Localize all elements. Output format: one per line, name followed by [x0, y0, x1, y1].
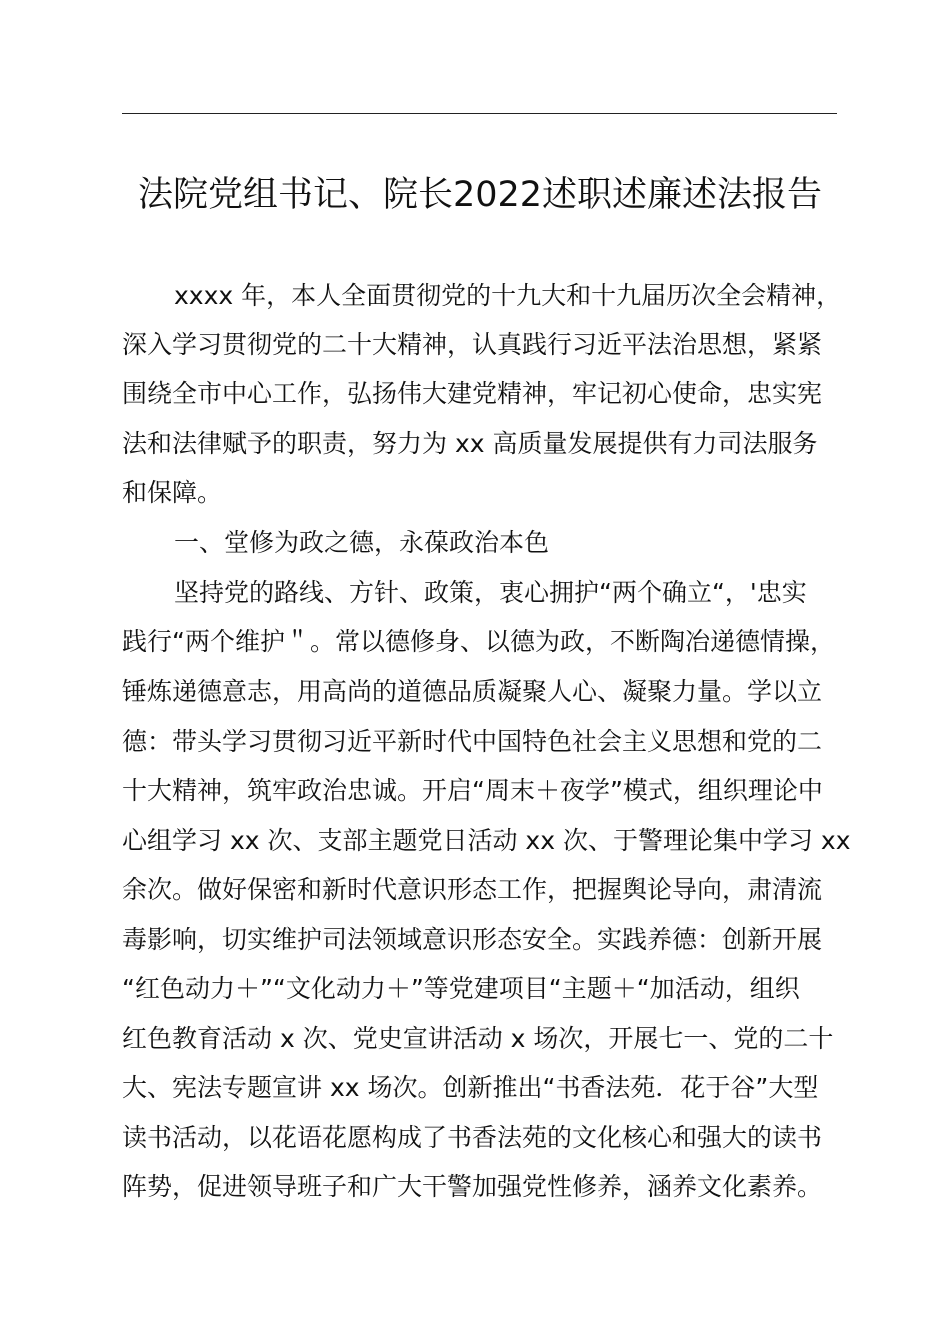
paragraph-2-line-9: “红色动力＋”“文化动力＋”等党建项目“主题＋“加活动，组织	[122, 974, 800, 1003]
paragraph-1-line-5: 和保障。	[122, 478, 223, 507]
header-rule	[122, 113, 837, 114]
paragraph-2-line-5: 十大精神，筑牢政治忠诚。开启“周末＋夜学”模式，组织理论中	[122, 776, 823, 805]
paragraph-1-line-3: 围绕全市中心工作，弘扬伟大建党精神，牢记初心使命，忠实宪	[122, 379, 823, 408]
section-heading-1: 一、堂修为政之德，永葆政治本色	[174, 528, 550, 557]
document-title: 法院党组书记、院长2022述职述廉述法报告	[137, 175, 823, 215]
paragraph-2-line-7: 余次。做好保密和新时代意识形态工作，把握舆论导向，肃清流	[122, 875, 823, 904]
paragraph-2-line-8: 毒影响，切实维护司法领域意识形态安全。实践养德：创新开展	[122, 925, 823, 954]
paragraph-1-line-1: xxxx 年，本人全面贯彻党的十九大和十九届历次全会精神，	[174, 281, 842, 310]
paragraph-2-line-6: 心组学习 xx 次、支部主题党日活动 xx 次、于警理论集中学习 xx	[122, 826, 851, 855]
paragraph-2-line-12: 读书活动，以花语花愿构成了书香法苑的文化核心和强大的读书	[122, 1123, 823, 1152]
paragraph-2-line-4: 德：带头学习贯彻习近平新时代中国特色社会主义思想和党的二	[122, 727, 823, 756]
paragraph-2-line-10: 红色教育活动 x 次、党史宣讲活动 x 场次，开展七一、党的二十	[122, 1024, 834, 1053]
paragraph-2-line-13: 阵势，促进领导班子和广大干警加强党性修养，涵养文化素养。	[122, 1172, 823, 1201]
paragraph-1-line-4: 法和法律赋予的职责，努力为 xx 高质量发展提供有力司法服务	[122, 429, 818, 458]
paragraph-2-line-3: 锤炼递德意志，用高尚的道德品质凝聚人心、凝聚力量。学以立	[122, 677, 823, 706]
paragraph-2-line-1: 坚持党的路线、方针、政策，衷心拥护“两个确立“，'忠实	[174, 578, 807, 607]
paragraph-2-line-11: 大、宪法专题宣讲 xx 场次。创新推出“书香法苑．花于谷”大型	[122, 1073, 819, 1102]
paragraph-1-line-2: 深入学习贯彻党的二十大精神，认真践行习近平法治思想，紧紧	[122, 330, 823, 359]
paragraph-2-line-2: 践行“两个维护＂。常以德修身、以德为政，不断陶冶递德情操，	[122, 627, 835, 656]
